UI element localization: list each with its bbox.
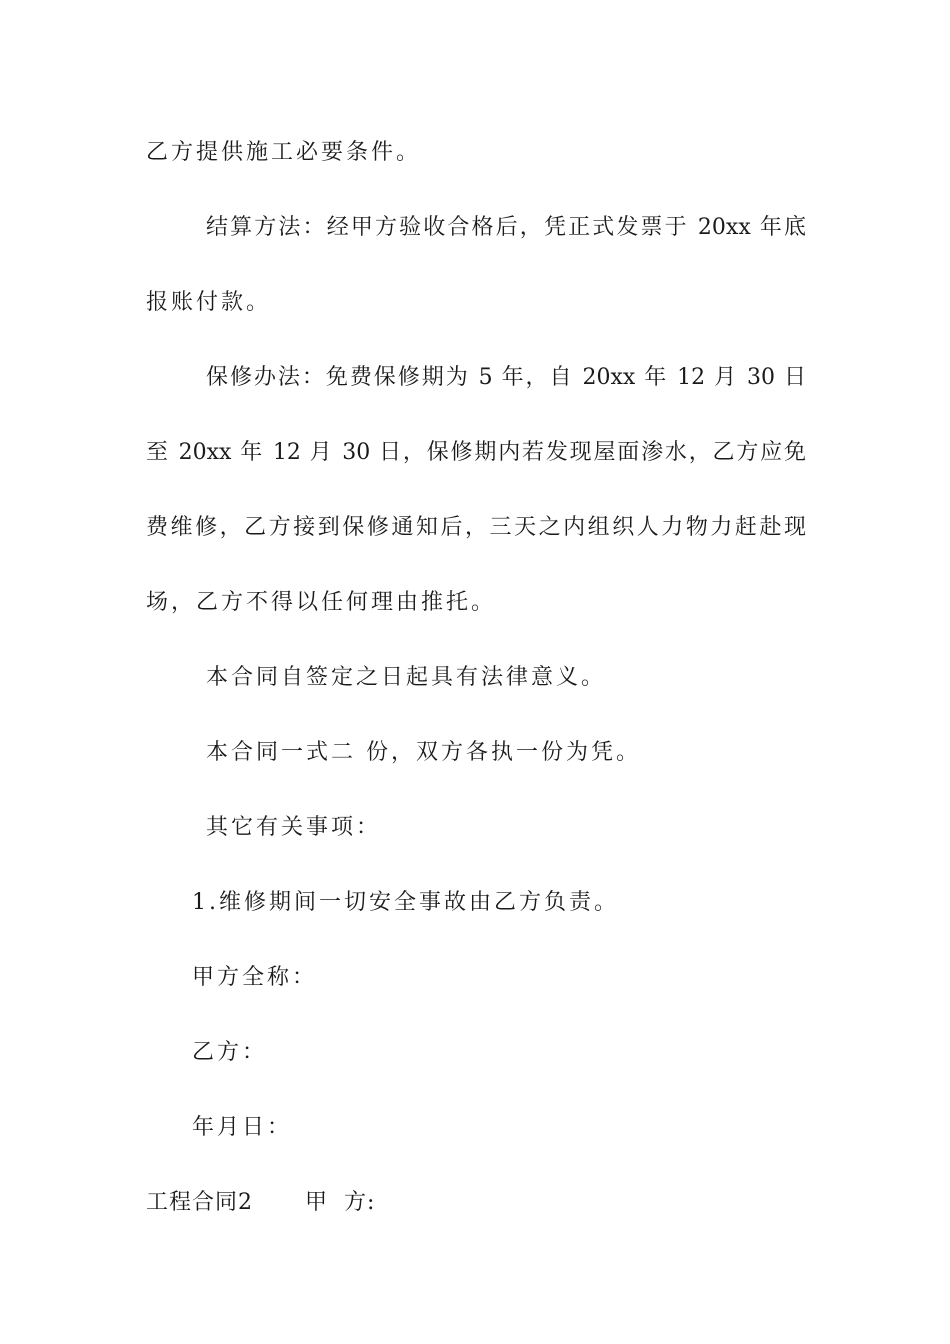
list-item: 1.维修期间一切安全事故由乙方负责。 <box>192 890 619 915</box>
paragraph-line: 报账付款。 <box>146 290 272 315</box>
signature-label-party-b: 乙方： <box>192 1040 268 1065</box>
paragraph-line: 场，乙方不得以任何理由推托。 <box>146 590 497 615</box>
party-a-label: 甲 方: <box>305 1190 376 1215</box>
signature-label-date: 年月日： <box>192 1115 293 1140</box>
paragraph-line: 本合同一式二 份，双方各执一份为凭。 <box>206 740 641 765</box>
paragraph-line: 费维修，乙方接到保修通知后，三天之内组织人力物力赶赴现 <box>146 515 806 540</box>
contract-title: 工程合同2 <box>146 1190 253 1215</box>
signature-label-party-a: 甲方全称： <box>192 965 318 990</box>
paragraph-line: 本合同自签定之日起具有法律意义。 <box>206 665 607 690</box>
paragraph-line: 结算方法：经甲方验收合格后，凭正式发票于 20xx 年底 <box>206 215 806 240</box>
paragraph-line: 乙方提供施工必要条件。 <box>146 140 422 165</box>
paragraph-line: 其它有关事项： <box>206 815 382 840</box>
section-heading <box>146 1188 375 1218</box>
paragraph-line: 至 20xx 年 12 月 30 日，保修期内若发现屋面渗水，乙方应免 <box>146 440 806 465</box>
paragraph-line: 保修办法：免费保修期为 5 年，自 20xx 年 12 月 30 日 <box>206 365 806 390</box>
